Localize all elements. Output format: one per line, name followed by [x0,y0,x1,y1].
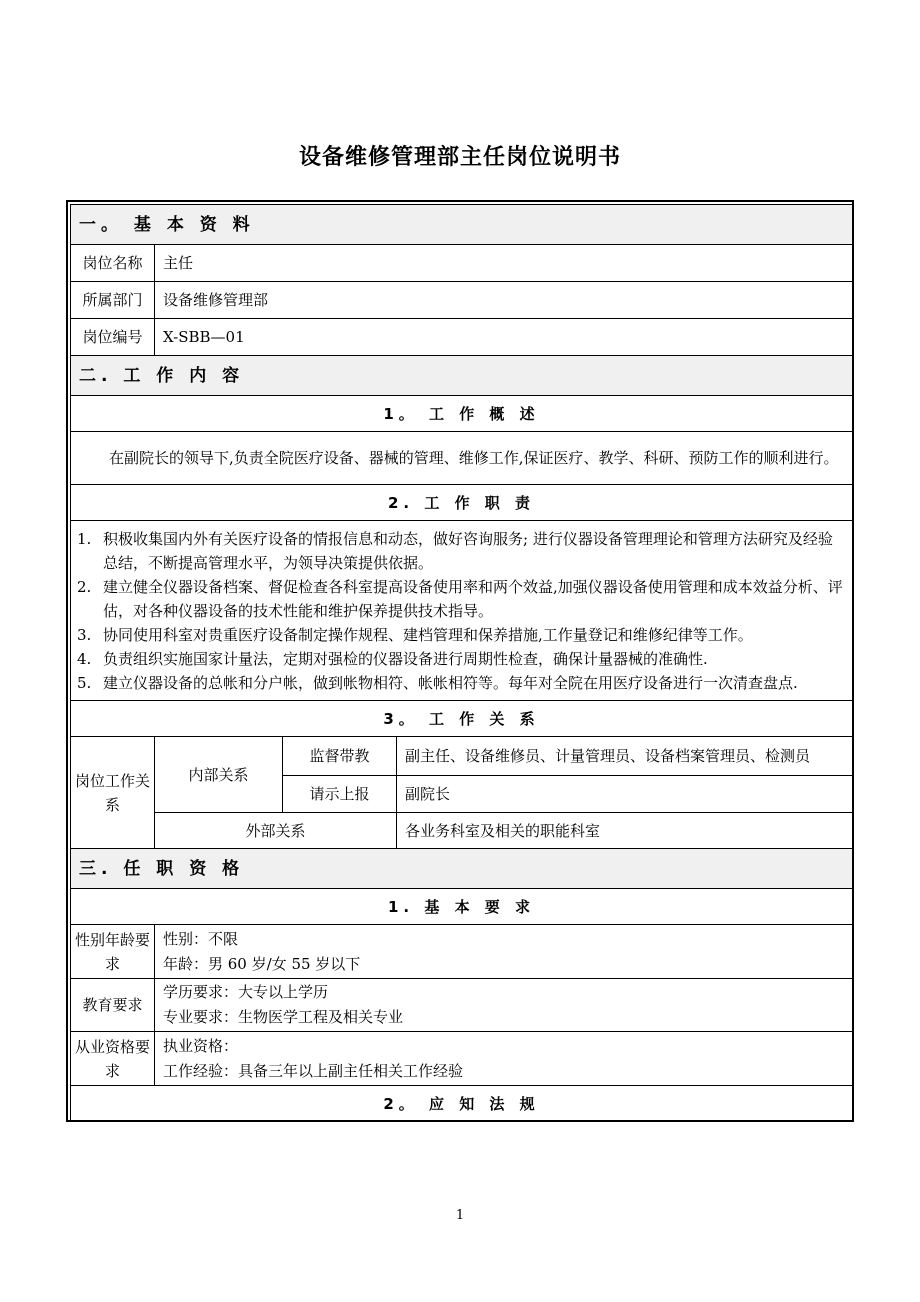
value-supervise: 副主任、设备维修员、计量管理员、设备档案管理员、检测员 [397,737,853,776]
list-item: 2. 建立健全仪器设备档案、督促检查各科室提高设备使用率和两个效益,加强仪器设备使用管理和成本效益分析、评估，对各种仪器设备的技术性能和维护保养提供技术指导。 [77,577,843,620]
label-report: 请示上报 [283,776,397,813]
row-department [71,282,853,319]
section-heading: 一。 基 本 资 料 [71,205,853,245]
row-relations-supervise [71,737,853,776]
overview-text: 在副院长的领导下,负责全院医疗设备、器械的管理、维修工作,保证医疗、教学、科研、预防工作的顺利进行。 [71,432,853,485]
value-external-relations: 各业务科室及相关的职能科室 [397,813,853,849]
section-work-content-heading [71,356,853,396]
experience-line: 工作经验：具备三年以上副主任相关工作经验 [163,1061,464,1080]
row-duties [71,521,853,701]
label-internal-relations: 内部关系 [155,737,283,813]
gender-line: 性别：不限 [163,929,239,948]
subheading-relations [71,701,853,737]
row-education [71,979,853,1032]
job-table [70,204,853,1122]
row-qualification [71,1032,853,1086]
value-position-code: X-SBB—01 [155,319,853,356]
degree-line: 学历要求：大专以上学历 [163,983,329,1001]
label-department: 所属部门 [71,282,155,319]
value-position-name: 主任 [155,245,853,282]
subheading-overview [71,396,853,432]
subheading: 3。 工 作 关 系 [71,701,853,737]
label-supervise: 监督带教 [283,737,397,776]
label-education: 教育要求 [71,979,155,1032]
subheading-basic-requirements [71,889,853,925]
subheading: 1。 工 作 概 述 [71,396,853,432]
list-item: 3. 协同使用科室对贵重医疗设备制定操作规程、建档管理和保养措施,工作量登记和维修纪律等工作。 [77,625,753,644]
value-education [155,979,853,1032]
section-basic-info-heading [71,205,853,245]
label-position-code: 岗位编号 [71,319,155,356]
label-external-relations: 外部关系 [155,813,397,849]
list-item: 4. 负责组织实施国家计量法，定期对强检的仪器设备进行周期性检查，确保计量器械的准确性. [77,649,708,668]
subheading-laws [71,1086,853,1122]
row-position-code [71,319,853,356]
list-item: 5. 建立仪器设备的总帐和分户帐，做到帐物相符、帐帐相符等。每年对全院在用医疗设备进行一次清查盘点. [77,673,798,692]
major-line: 专业要求：生物医学工程及相关专业 [163,1008,404,1026]
page-number: 1 [455,1208,465,1223]
subheading: 1. 基 本 要 求 [71,889,853,925]
row-relations-external [71,813,853,849]
subheading-duties [71,485,853,521]
section-heading: 三. 任 职 资 格 [71,849,853,889]
label-gender-age: 性别年龄要求 [71,925,155,979]
page-title: 设备维修管理部主任岗位说明书 [298,145,621,170]
age-line: 年龄：男 60 岁/女 55 岁以下 [163,954,361,973]
duties-cell [71,521,853,701]
list-item: 1. 积极收集国内外有关医疗设备的情报信息和动态，做好咨询服务; 进行仪器设备管理理论和管理方法研究及经验总结，不断提高管理水平，为领导决策提供依据。 [77,529,833,572]
row-position-name [71,245,853,282]
value-report: 副院长 [397,776,853,813]
row-overview-text [71,432,853,485]
subheading: 2。 应 知 法 规 [71,1086,853,1122]
job-description-table [66,200,854,1122]
section-heading: 二. 工 作 内 容 [71,356,853,396]
duties-list [77,527,846,695]
license-line: 执业资格： [163,1036,239,1055]
label-position-name: 岗位名称 [71,245,155,282]
subheading: 2. 工 作 职 责 [71,485,853,521]
label-qualification: 从业资格要求 [71,1032,155,1086]
label-work-relations: 岗位工作关系 [71,737,155,849]
value-gender-age [155,925,853,979]
value-qualification [155,1032,853,1086]
section-qualifications-heading [71,849,853,889]
row-gender-age [71,925,853,979]
value-department: 设备维修管理部 [155,282,853,319]
